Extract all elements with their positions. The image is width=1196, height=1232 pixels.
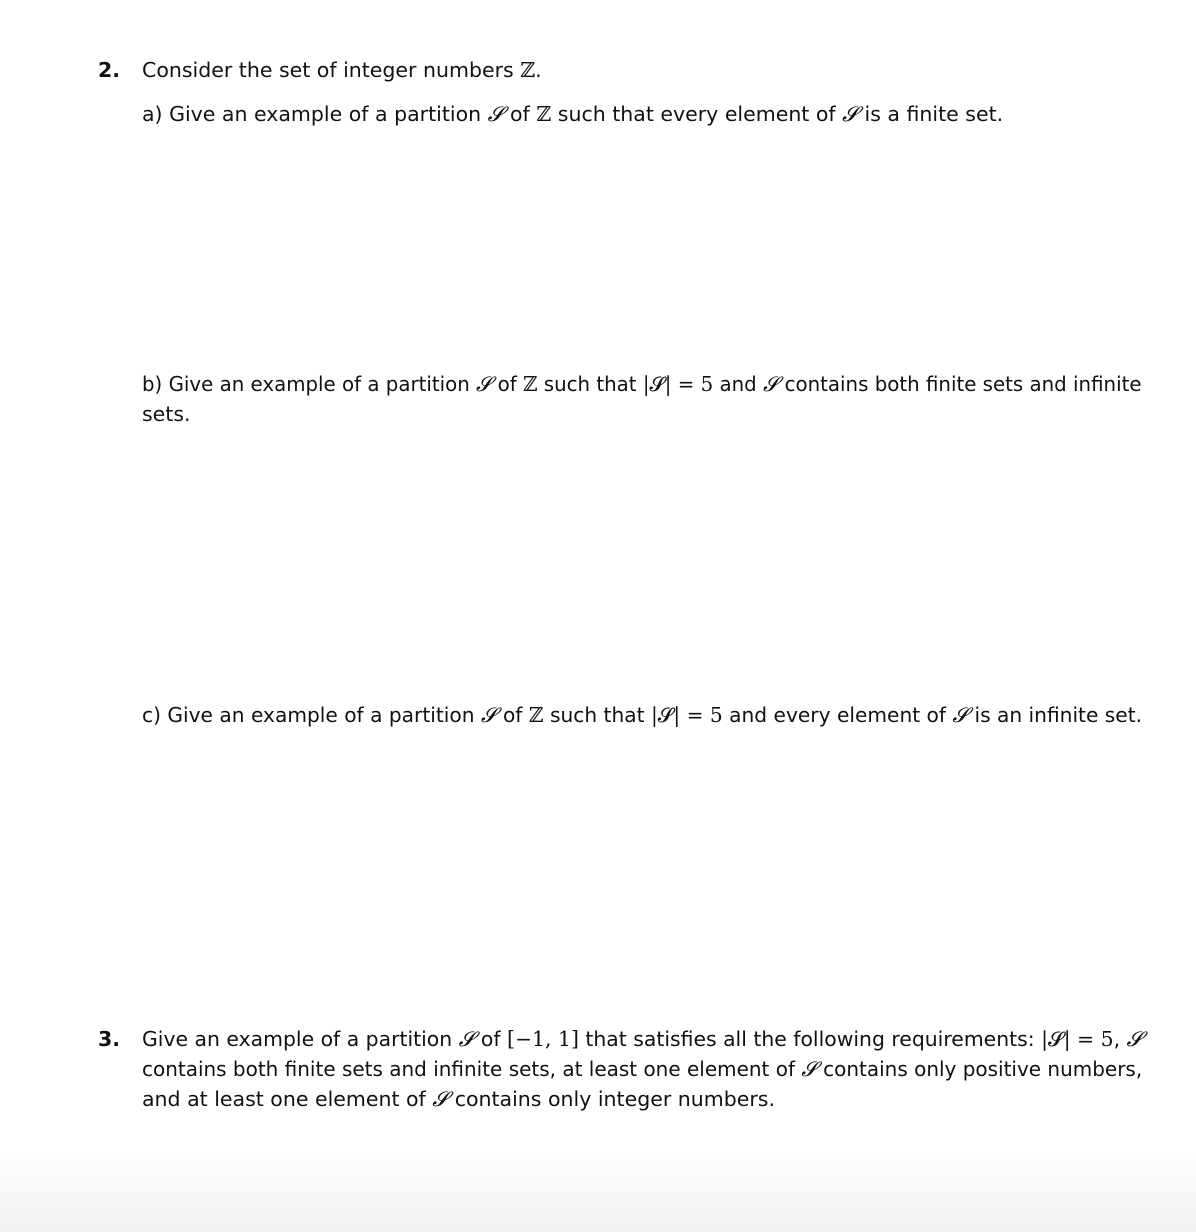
q2b-text-3: such that <box>537 372 643 396</box>
q3-text-1: Give an example of a partition <box>142 1027 459 1051</box>
question-2b-line-1 <box>142 369 1142 399</box>
q2a-text-4: is a finite set. <box>858 102 1004 126</box>
question-2c <box>142 700 1142 730</box>
q3-text-2: of <box>474 1027 508 1051</box>
q2c-text-1: c) Give an example of a partition <box>142 703 481 727</box>
integers-symbol: ℤ <box>528 703 544 727</box>
question-2b-line-2: sets. <box>142 402 191 426</box>
q2a-text-3: such that every element of <box>551 102 843 126</box>
q2c-text-2: of <box>496 703 529 727</box>
q3-text-4: , <box>1113 1027 1127 1051</box>
question-2-number: 2. <box>98 58 121 82</box>
q2c-text-4: and every element of <box>722 703 953 727</box>
partition-symbol: 𝓢 <box>801 1057 817 1081</box>
question-3-line-1 <box>142 1024 1142 1054</box>
question-3-line-2 <box>142 1054 1142 1084</box>
q3-text-8: contains only integer numbers. <box>448 1087 775 1111</box>
partition-symbol: 𝓢 <box>763 372 779 396</box>
q3-text-3: that satisfies all the following requirements: <box>578 1027 1042 1051</box>
q3-text-6: contains only positive numbers, <box>816 1057 1143 1081</box>
cardinality-expression: |𝓢| = 5 <box>1041 1027 1114 1051</box>
q2b-text-4: and <box>713 372 764 396</box>
question-3-line-3 <box>142 1084 775 1114</box>
q2b-text-5: contains both finite sets and infinite <box>778 372 1142 396</box>
partition-symbol: 𝓢 <box>952 703 969 727</box>
partition-symbol: 𝓢 <box>458 1027 475 1051</box>
partition-symbol: 𝓢 <box>1126 1027 1143 1051</box>
q3-text-5: contains both finite sets and infinite sets, at least one element of <box>142 1057 802 1081</box>
partition-symbol: 𝓢 <box>432 1087 449 1111</box>
q2b-text-2: of <box>491 372 524 396</box>
q2c-text-5: is an infinite set. <box>968 703 1143 727</box>
q2a-text-1: a) Give an example of a partition <box>142 102 488 126</box>
question-2a <box>142 99 1003 129</box>
q2c-text-3: such that <box>543 703 651 727</box>
q2-intro-end: . <box>535 58 542 82</box>
integers-symbol: ℤ <box>520 58 536 82</box>
question-2-intro <box>142 55 542 85</box>
interval-expression: [−1, 1] <box>507 1027 579 1051</box>
q2b-text-1: b) Give an example of a partition <box>142 372 477 396</box>
partition-symbol: 𝓢 <box>487 102 504 126</box>
q2a-text-2: of <box>503 102 537 126</box>
cardinality-expression: |𝓢| = 5 <box>650 703 723 727</box>
question-3-number: 3. <box>98 1027 121 1051</box>
partition-symbol: 𝓢 <box>842 102 859 126</box>
q2-intro-text: Consider the set of integer numbers <box>142 58 521 82</box>
cardinality-expression: |𝓢| = 5 <box>642 372 714 396</box>
integers-symbol: ℤ <box>536 102 552 126</box>
integers-symbol: ℤ <box>523 372 538 396</box>
partition-symbol: 𝓢 <box>476 372 492 396</box>
q3-text-7: and at least one element of <box>142 1087 433 1111</box>
partition-symbol: 𝓢 <box>480 703 497 727</box>
